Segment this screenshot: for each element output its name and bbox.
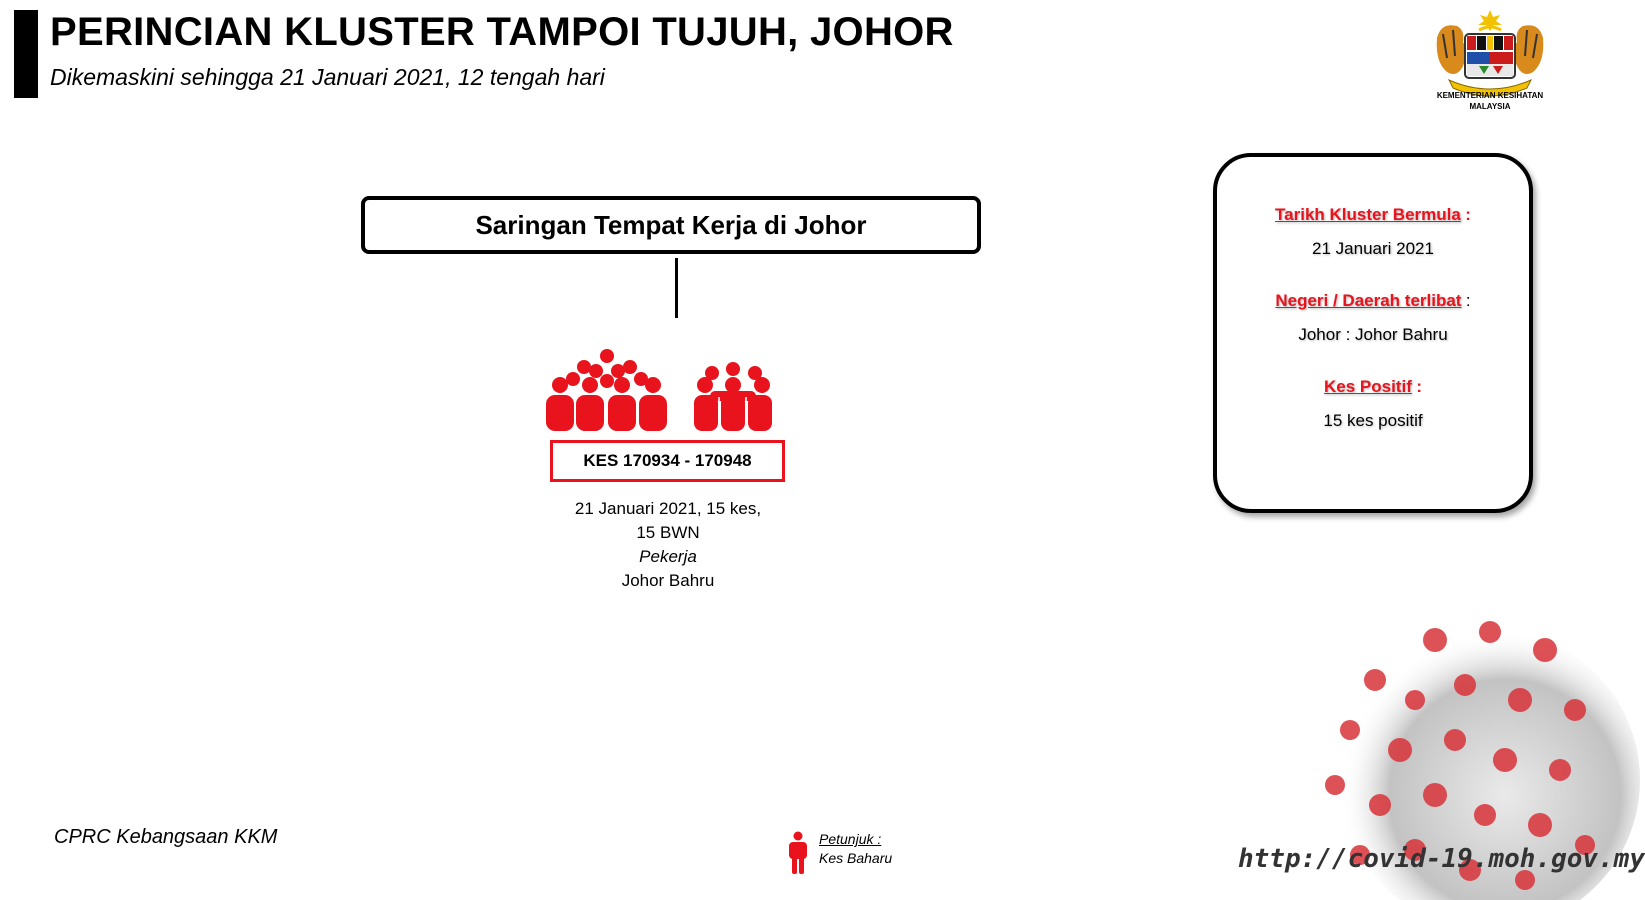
cluster-source-box [361, 196, 981, 254]
start-date-section [1217, 205, 1529, 259]
start-date-value: 21 Januari 2021 [1312, 239, 1434, 258]
positive-cases-label: Kes Positif [1324, 377, 1412, 396]
case-range-box [550, 440, 785, 482]
region-label: Negeri / Daerah terlibat [1275, 291, 1462, 310]
case-range-label: KES 170934 - 170948 [583, 451, 752, 470]
region-section [1217, 291, 1529, 345]
region-value: Johor : Johor Bahru [1298, 325, 1448, 344]
connector-line [675, 258, 678, 318]
legend-title-text: Petunjuk [819, 831, 874, 847]
region-colon: : [1465, 291, 1471, 310]
page-title: PERINCIAN KLUSTER TAMPOI TUJUH, JOHOR [50, 10, 954, 54]
title-accent-bar [14, 10, 38, 98]
page-subtitle: Dikemaskini sehingga 21 Januari 2021, 12 tengah hari [50, 64, 605, 90]
legend-title-colon: : [877, 831, 882, 847]
logo-caption [1420, 90, 1560, 112]
positive-cases-colon: : [1416, 377, 1422, 396]
start-date-label: Tarikh Kluster Bermula [1275, 205, 1461, 224]
logo-line-2: MALAYSIA [1469, 102, 1511, 111]
people-group-icon [540, 345, 800, 435]
legend-label: Kes Baharu [819, 850, 893, 866]
start-date-colon: : [1465, 205, 1471, 224]
source-credit: CPRC Kebangsaan KKM [54, 826, 278, 848]
case-detail-occupation: Pekerja [639, 547, 697, 566]
legend-title [819, 831, 881, 847]
case-detail-date: 21 Januari 2021, 15 kes, [574, 499, 762, 518]
case-detail-location: Johor Bahru [621, 571, 715, 590]
case-detail [538, 497, 798, 593]
positive-cases-section [1217, 377, 1529, 431]
person-icon [787, 831, 809, 875]
case-detail-status: 15 BWN [636, 523, 700, 542]
logo-line-1: KEMENTERIAN KESIHATAN [1436, 91, 1544, 100]
cluster-info-card [1213, 153, 1533, 513]
website-url[interactable]: http://covid-19.moh.gov.my [1238, 844, 1645, 874]
positive-cases-value: 15 kes positif [1323, 411, 1423, 430]
cluster-source-label: Saringan Tempat Kerja di Johor [475, 209, 867, 240]
